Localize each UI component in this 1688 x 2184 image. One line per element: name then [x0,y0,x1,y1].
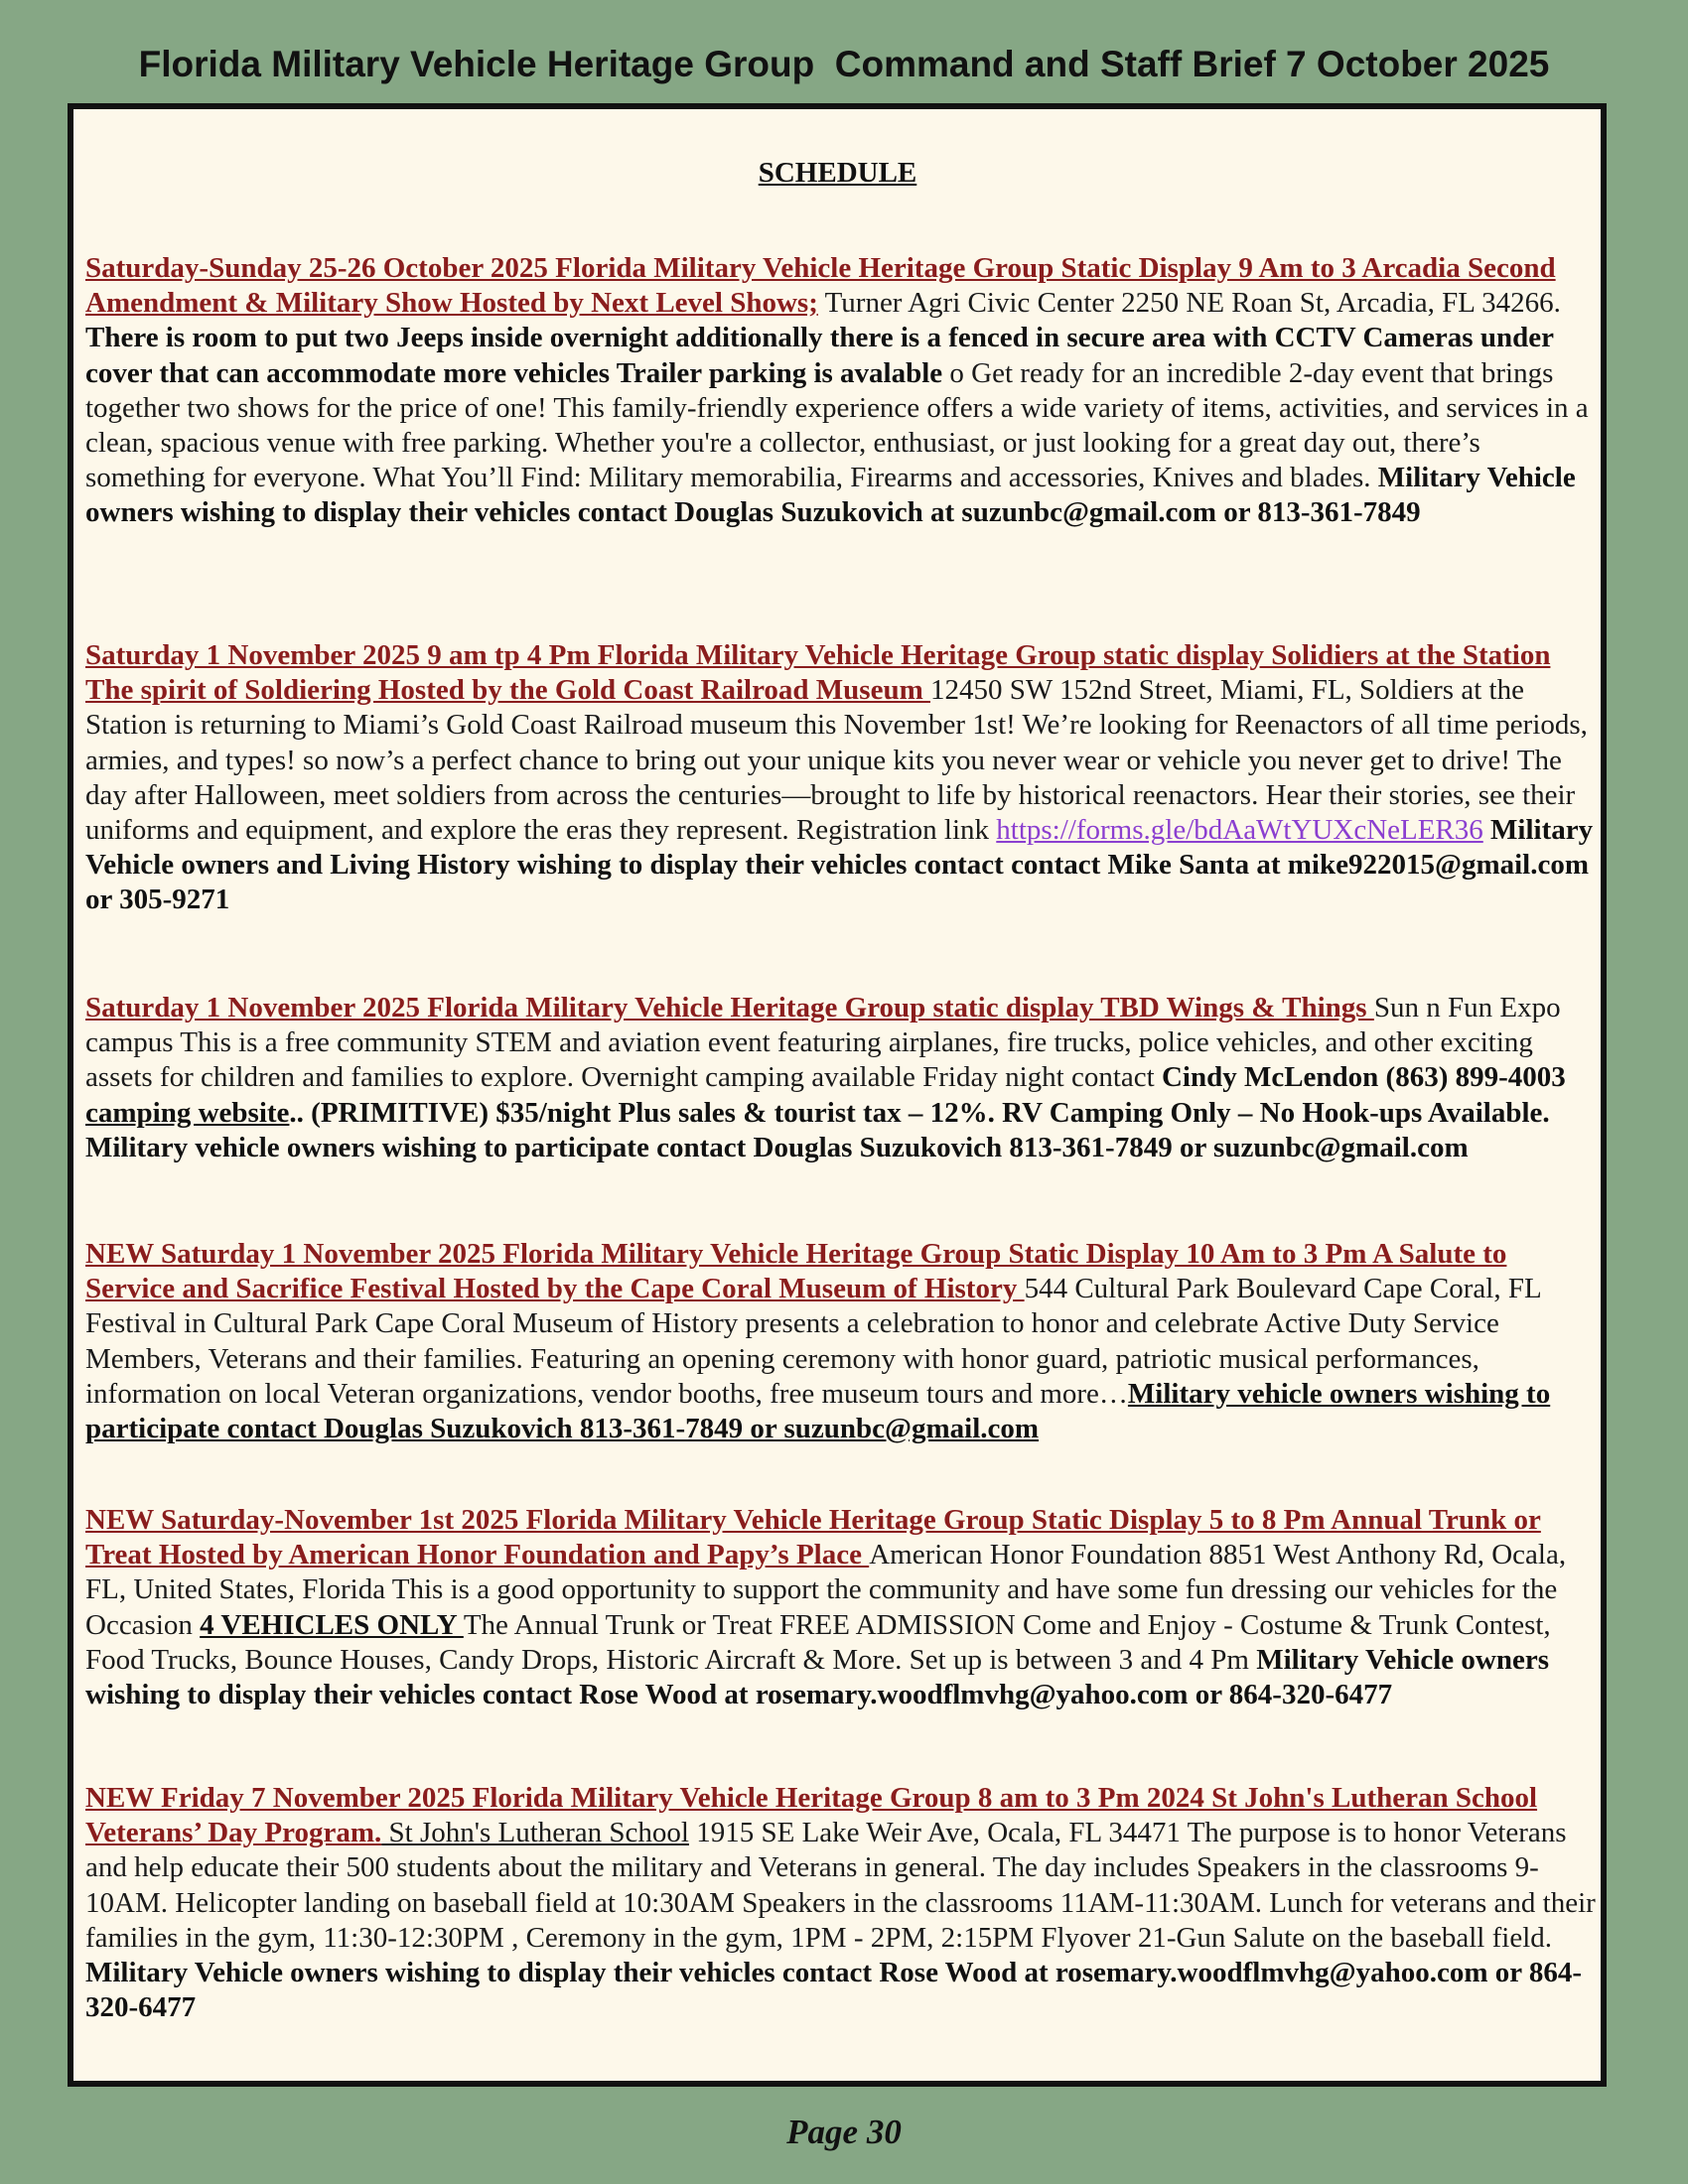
schedule-heading: SCHEDULE [758,157,917,189]
event-description-2: The Annual Trunk or Treat FREE ADMISSION Come and Enjoy - Costume & Trunk Contest, Food Trucks, Bounce Houses, Candy Drops, Historic Aircraft & More. Set up is between 3 and 4 Pm [85,1608,1551,1676]
event-description: American Honor Foundation 8851 West Anthony Rd, Ocala, FL, United States, Florida This is a good opportunity to support the community and have some fun dressing our vehicles for the Occasion [85,1539,1567,1641]
event-title: NEW Friday 7 November 2025 Florida Military Vehicle Heritage Group 8 am to 3 Pm 2024 St John's Lutheran School Veterans’ Day Program. [85,1782,1538,1849]
event-description: 12450 SW 152nd Street, Miami, FL, Soldiers at the Station is returning to Miami’s Gold Coast Railroad museum this November 1st! We’re looking for Reenactors of all time periods, armies, and types! so now’s a perfect chance to bring out your unique kits you never wear or vehicle you never get to drive! The day after Halloween, meet soldiers from across the centuries—brought to life by historical reenactors. Hear their stories, see their uniforms and equipment, and explore the eras they represent. Registration link [85,674,1588,847]
event-soldiers-at-station [85,638,1600,918]
page-number: Page 30 [786,2113,902,2151]
event-contact: Military Vehicle owners wishing to display their vehicles contact Rose Wood at rosemary.woodflmvhg@yahoo.com or 864-320-6477 [85,1643,1550,1711]
event-phone-contact: Cindy McLendon (863) 899-4003 [1161,1061,1566,1094]
event-note: There is room to put two Jeeps inside overnight additionally there is a fenced in secure area with CCTV Cameras under cover that can accommodate more vehicles Trailer parking is avalable [85,322,1554,389]
event-cape-coral-festival [85,1237,1600,1446]
event-wings-and-things [85,991,1600,1165]
event-title: Saturday 1 November 2025 Florida Military Vehicle Heritage Group static display TBD Wings & Things [85,992,1374,1024]
event-contact: Military Vehicle owners and Living History wishing to display their vehicles contact contact Mike Santa at mike922015@gmail.com or 305-9271 [85,814,1594,916]
registration-link[interactable]: https://forms.gle/bdAaWtYUXcNeLER36 [996,814,1483,847]
event-contact: Military Vehicle owners wishing to display their vehicles contact Douglas Suzukovich at suzunbc@gmail.com or 813-361-7849 [85,462,1576,529]
event-title: Saturday 1 November 2025 9 am tp 4 Pm Florida Military Vehicle Heritage Group static display Solidiers at the Station The spirit of Soldiering Hosted by the Gold Coast Railroad Museum [85,639,1551,707]
vehicles-limit: 4 VEHICLES ONLY [200,1608,464,1641]
event-contact: .. (PRIMITIVE) $35/night Plus sales & tourist tax – 12%. RV Camping Only – No Hook-ups Available. Military vehicle owners wishing to participate contact Douglas Suzukovich 813-361-7849 or suzunbc@gmail.com [85,1096,1550,1163]
event-trunk-or-treat [85,1503,1600,1712]
event-title: Saturday-Sunday 25-26 October 2025 Florida Military Vehicle Heritage Group Static Display 9 Am to 3 Arcadia Second Amendment & Military Show Hosted by Next Level Shows; [85,252,1556,320]
event-arcadia-show [85,251,1600,531]
event-description: 544 Cultural Park Boulevard Cape Coral, FL Festival in Cultural Park Cape Coral Museum of History presents a celebration to honor and celebrate Active Duty Service Members, Veterans and their families. Featuring an opening ceremony with honor guard, patriotic musical performances, information on local Veteran organizations, vendor booths, free museum tours and more… [85,1273,1541,1410]
camping-website-link[interactable]: camping website [85,1096,290,1129]
event-description: Sun n Fun Expo campus This is a free community STEM and aviation event featuring airplanes, fire trucks, police vehicles, and other exciting assets for children and families to explore. Overnight camping available Friday night contact [85,992,1561,1094]
schedule-panel [68,103,1607,2087]
event-location: Turner Agri Civic Center 2250 NE Roan St, Arcadia, FL 34266. [817,287,1561,320]
event-school: St John's Lutheran School [381,1817,689,1849]
brief-header-title: Florida Military Vehicle Heritage Group Command and Staff Brief 7 October 2025 [138,44,1550,84]
event-title: NEW Saturday 1 November 2025 Florida Military Vehicle Heritage Group Static Display 10 Am to 3 Pm A Salute to Service and Sacrifice Festival Hosted by the Cape Coral Museum of History [85,1238,1507,1305]
event-contact: Military vehicle owners wishing to participate contact Douglas Suzukovich 813-361-7849 or suzunbc@gmail.com [85,1377,1551,1445]
event-veterans-day-program [85,1781,1600,2025]
event-description: o Get ready for an incredible 2-day event that brings together two shows for the price of one! This family-friendly experience offers a wide variety of items, activities, and services in a clean, spacious venue with free parking. Whether you're a collector, enthusiast, or just looking for a great day out, there’s something for everyone. What You’ll Find: Military memorabilia, Firearms and accessories, Knives and blades. [85,356,1589,494]
event-title: NEW Saturday-November 1st 2025 Florida Military Vehicle Heritage Group Static Display 5 to 8 Pm Annual Trunk or Treat Hosted by American Honor Foundation and Papy’s Place [85,1504,1541,1571]
event-contact: Military Vehicle owners wishing to display their vehicles contact Rose Wood at rosemary.woodflmvhg@yahoo.com or 864-320-6477 [85,1957,1582,2024]
event-description: 1915 SE Lake Weir Ave, Ocala, FL 34471 The purpose is to honor Veterans and help educate their 500 students about the military and Veterans in general. The day includes Speakers in the classrooms 9-10AM. Helicopter landing on baseball field at 10:30AM Speakers in the classrooms 11AM-11:30AM. Lunch for veterans and their families in the gym, 11:30-12:30PM , Ceremony in the gym, 1PM - 2PM, 2:15PM Flyover 21-Gun Salute on the baseball field. [85,1817,1596,1954]
